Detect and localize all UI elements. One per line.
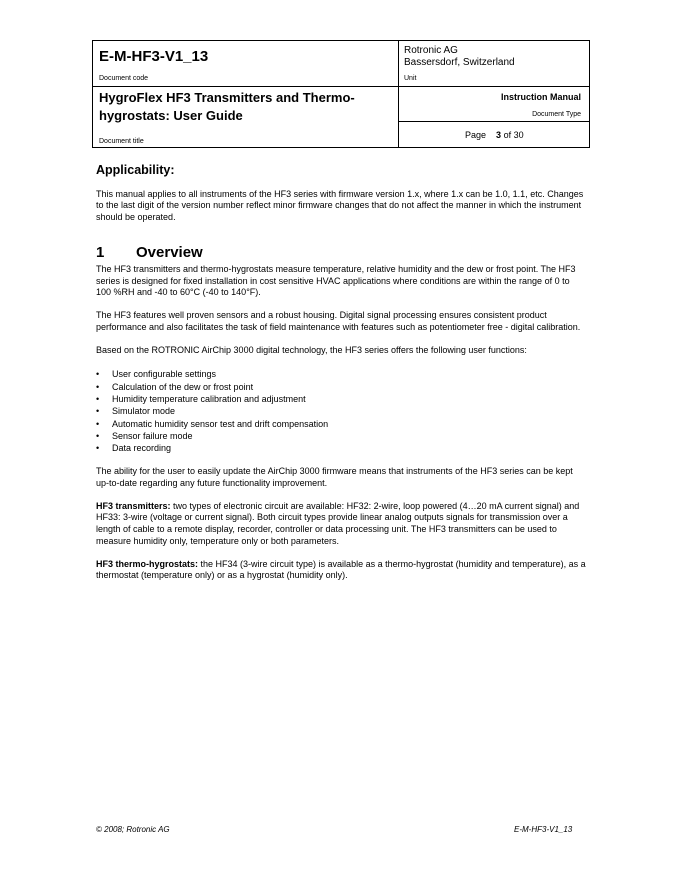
list-item: • Automatic humidity sensor test and drift compensation <box>96 418 329 429</box>
bullet: • <box>96 443 100 454</box>
footer-document-code: E-M-HF3-V1_13 <box>514 825 573 834</box>
section-title: Overview <box>136 244 203 262</box>
list-item: • Humidity temperature calibration and adjustment <box>96 393 306 404</box>
transmitters-paragraph <box>96 501 586 547</box>
company-info <box>404 45 515 69</box>
overview-paragraph-1: The HF3 transmitters and thermo-hygrostats measure temperature, relative humidity and the dew or frost point. The HF3 series is designed for fixed installation in cost sensitive HVAC applications where conditions are within the range of 0 to 100 %RH and -40 to 60°C (-40 to 140°F). <box>96 263 576 298</box>
applicability-heading: Applicability: <box>96 163 175 177</box>
list-item: • Simulator mode <box>96 406 176 417</box>
page-total: of 30 <box>503 130 524 140</box>
hygrostats-text: the HF34 (3-wire circuit type) is available as a thermo-hygrostat (humidity and temperature), as a thermostat (temperature only) or as a hygrostat (humidity only). <box>96 558 586 581</box>
document-header <box>92 40 590 148</box>
document-title-caption: Document title <box>99 138 144 145</box>
document-code-caption: Document code <box>99 75 149 82</box>
header-divider-page <box>398 121 589 122</box>
list-item: • Data recording <box>96 443 172 454</box>
list-item: • User configurable settings <box>96 369 217 380</box>
document-title: HygroFlex HF3 Transmitters and Thermo-hygrostats: User Guide <box>99 90 355 123</box>
footer-copyright: © 2008; Rotronic AG <box>96 825 170 834</box>
overview-paragraph-3: Based on the ROTRONIC AirChip 3000 digital technology, the HF3 series offers the following user functions: <box>96 345 527 356</box>
company-location: Bassersdorf, Switzerland <box>404 57 515 68</box>
bullet: • <box>96 418 100 429</box>
page-number: 3 <box>496 130 502 140</box>
bullet: • <box>96 381 100 392</box>
company-name: Rotronic AG <box>404 45 458 56</box>
document-type: Instruction Manual <box>500 92 581 102</box>
overview-heading <box>96 244 586 262</box>
applicability-text: This manual applies to all instruments of the HF3 series with firmware version 1.x, where 1.x can be 1.0, 1.1, etc. Changes to the last digit of the version number reflect minor firmware changes that do not affect the manner in which the instrument should be operated. <box>96 188 584 222</box>
unit-caption: Unit <box>404 75 417 82</box>
bullet: • <box>96 406 100 417</box>
header-divider-vertical <box>398 41 399 147</box>
transmitters-text: two types of electronic circuit are available: HF32: 2-wire, loop powered (4…20 mA current signal) and HF33: 3-wire (voltage or current signal). Both circuit types provide linear analog outputs signals for transmission over a length of cable to a remote display, recorder, controller or data processing unit. The HF3 transmitters can be used to measure humidity only, temperature only or both parameters. <box>96 500 580 546</box>
overview-paragraph-4: The ability for the user to easily update the AirChip 3000 firmware means that instruments of the HF3 series can be kept up-to-date regarding any future functionality improvement. <box>96 465 573 488</box>
list-item: • Calculation of the dew or frost point <box>96 381 254 392</box>
overview-paragraph-2: The HF3 features well proven sensors and a robust housing. Digital signal processing ensures consistent product performance and also facilitates the task of field maintenance with features such as potentiometer free - digital calibration. <box>96 310 581 332</box>
page-indicator <box>465 130 524 140</box>
document-code: E-M-HF3-V1_13 <box>99 48 209 65</box>
list-item: • Sensor failure mode <box>96 430 193 441</box>
bullet: • <box>96 369 100 380</box>
user-functions-list <box>96 368 586 454</box>
bullet: • <box>96 393 100 404</box>
bullet: • <box>96 430 100 441</box>
document-body <box>96 165 586 594</box>
section-number: 1 <box>96 244 105 262</box>
hygrostats-paragraph <box>96 559 586 582</box>
document-type-caption: Document Type <box>532 111 581 118</box>
transmitters-label: HF3 transmitters: <box>96 500 171 511</box>
page-label: Page <box>465 130 487 140</box>
hygrostats-label: HF3 thermo-hygrostats: <box>96 558 199 569</box>
header-divider-horizontal <box>93 86 589 87</box>
